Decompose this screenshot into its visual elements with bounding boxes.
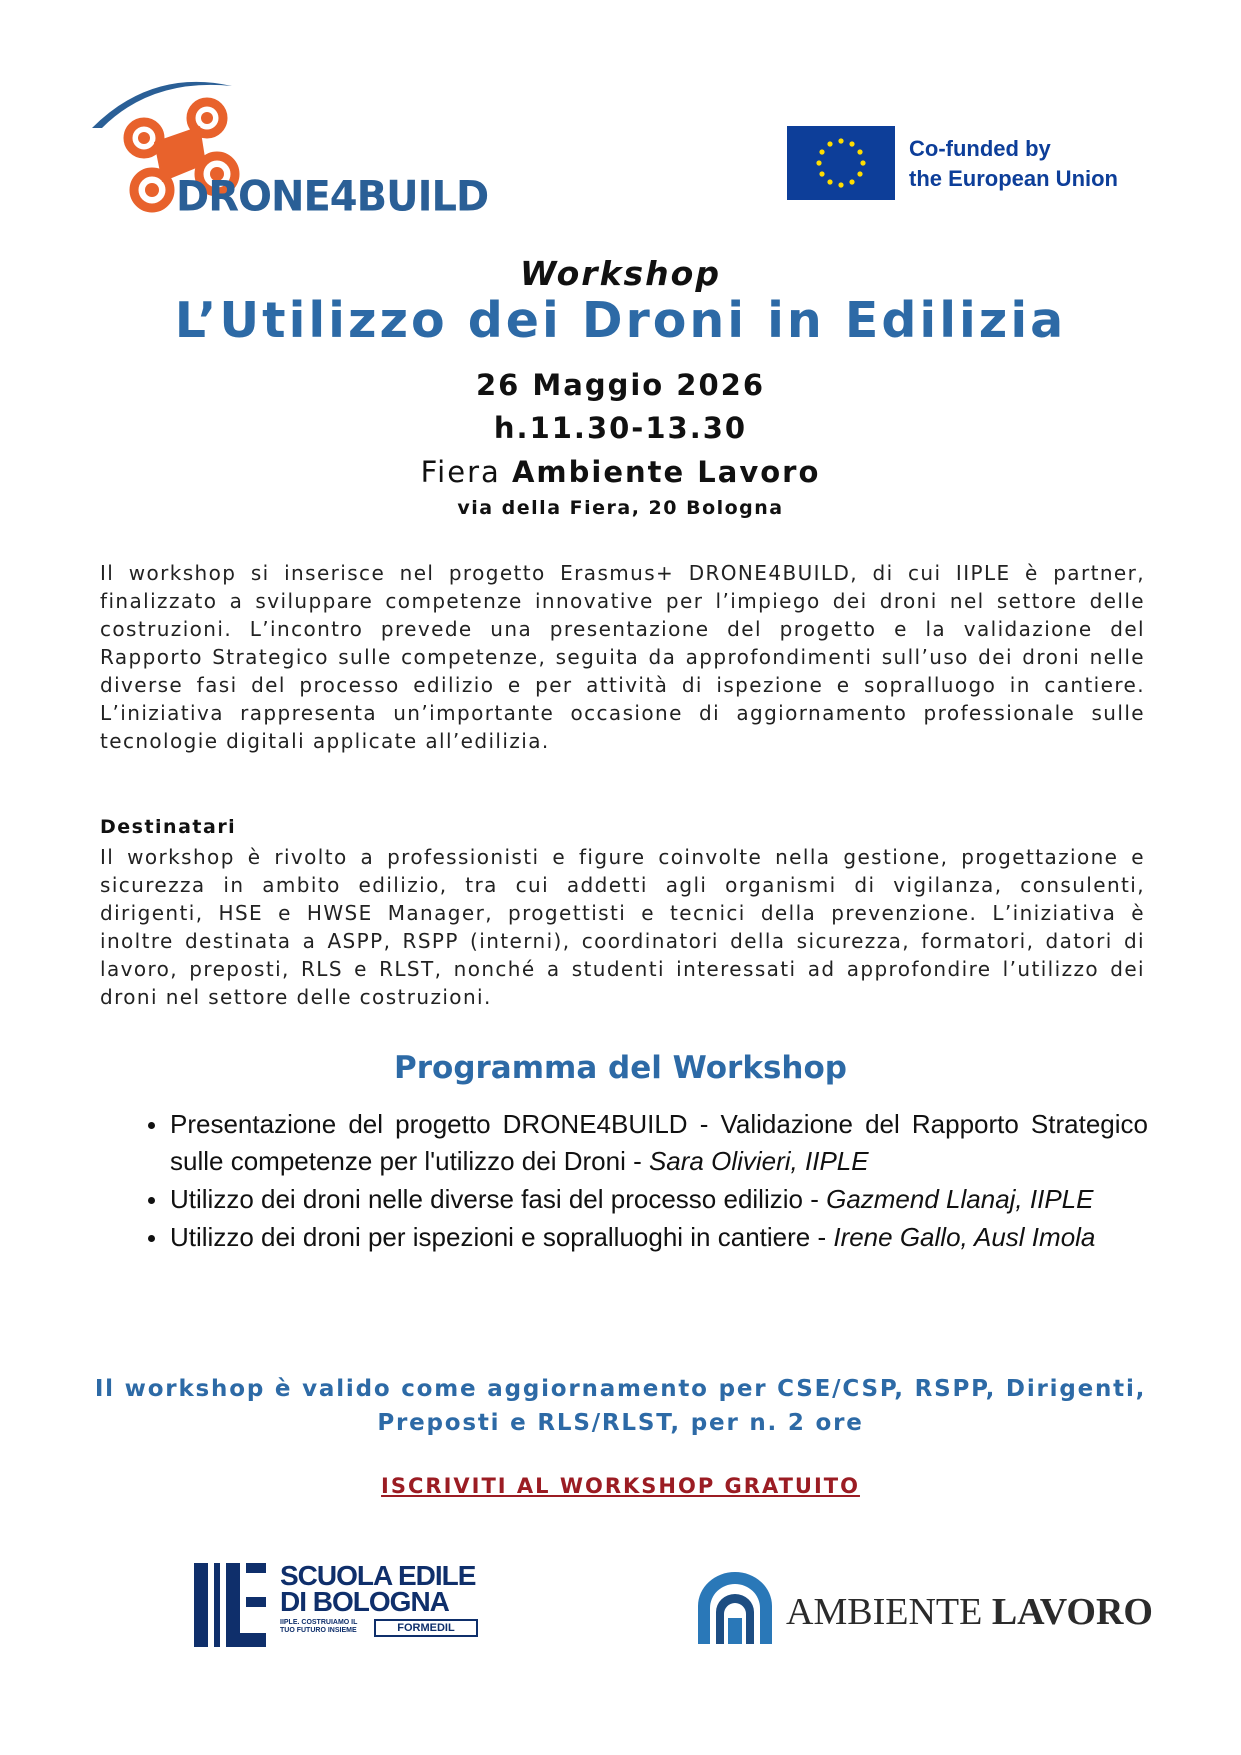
- event-title: L’Utilizzo dei Droni in Edilizia: [174, 292, 1067, 349]
- program-item: [148, 1219, 1148, 1256]
- lavoro-word: LAVORO: [991, 1591, 1153, 1633]
- eu-cofunded-text: [909, 134, 1118, 194]
- program-item: [148, 1181, 1148, 1218]
- ambiente-word: AMBIENTE: [786, 1591, 992, 1633]
- eu-line-1: Co-funded by: [909, 136, 1051, 161]
- scuola-edile-logo: [188, 1560, 478, 1647]
- program-speaker: Gazmend Llanaj, IIPLE: [826, 1184, 1094, 1214]
- scuola-edile-mark-icon: [188, 1563, 266, 1647]
- program-topic: Utilizzo dei droni nelle diverse fasi del processo edilizio -: [170, 1184, 827, 1214]
- venue-name: Ambiente Lavoro: [511, 455, 821, 489]
- venue-prefix: Fiera: [420, 455, 501, 489]
- program-list: [148, 1106, 1148, 1257]
- formedil-badge: FORMEDIL: [374, 1619, 478, 1637]
- program-item: [148, 1106, 1148, 1180]
- eu-flag-icon: [787, 126, 895, 200]
- audience-paragraph: Il workshop è rivolto a professionisti e figure coinvolte nella gestione, progettazione e sicurezza in ambito edilizio, tra cui addetti agli organismi di vigilanza, consulenti, dirigenti, HSE e HWSE Manager, progettisti e tecnici della prevenzione. L’iniziativa è inoltre destinata a ASPP, RSPP (interni), coordinatori della sicurezza, formatori, datori di lavoro, preposti, RLS e RLST, nonché a studenti interessati ad approfondire l’utilizzo dei droni nel settore delle costruzioni.: [100, 845, 1145, 1009]
- eu-cofunded-logo: [787, 126, 1167, 200]
- drone4build-wordmark: DRONE4BUILD: [176, 172, 489, 222]
- intro-paragraph: Il workshop si inserisce nel progetto Erasmus+ DRONE4BUILD, di cui IIPLE è partner, finalizzato a sviluppare competenze innovative per l’impiego dei droni nel settore delle costruzioni. L’incontro prevede una presentazione del progetto e la validazione del Rapporto Strategico sulle competenze, seguita da approfondimenti sull’uso dei droni nelle diverse fasi del processo edilizio e per attività di ispezione e sopralluogo in cantiere. L’iniziativa rappresenta un’importante occasione di aggiornamento professionale sulle tecnologie digitali applicate all’edilizia.: [100, 561, 1145, 753]
- program-topic: Presentazione del progetto DRONE4BUILD - Validazione del Rapporto Strategico sulle competenze per l'utilizzo dei Droni -: [170, 1109, 1148, 1176]
- event-venue: [0, 455, 1241, 489]
- event-date: 26 Maggio 2026: [475, 368, 766, 402]
- program-topic: Utilizzo dei droni per ispezioni e sopralluoghi in cantiere -: [170, 1222, 834, 1252]
- scuola-line-1: SCUOLA EDILE: [280, 1560, 476, 1591]
- eu-line-2: the European Union: [909, 166, 1118, 191]
- program-title: Programma del Workshop: [394, 1050, 847, 1086]
- ambiente-lavoro-mark-icon: [694, 1572, 776, 1644]
- validity-text: Il workshop è valido come aggiornamento per CSE/CSP, RSPP, Dirigenti, Preposti e RLS/RLST, per n. 2 ore: [94, 1376, 1147, 1436]
- event-hours: h.11.30-13.30: [493, 411, 748, 445]
- scuola-tagline: IIPLE. COSTRUIAMO IL TUO FUTURO INSIEME: [280, 1619, 358, 1634]
- validity-note: [0, 1372, 1241, 1440]
- event-address: via della Fiera, 20 Bologna: [457, 497, 784, 519]
- signup-link[interactable]: ISCRIVITI AL WORKSHOP GRATUITO: [381, 1474, 860, 1498]
- audience-heading: Destinatari: [100, 816, 237, 838]
- ambiente-lavoro-logo: [694, 1572, 1153, 1644]
- program-speaker: Sara Olivieri, IIPLE: [648, 1146, 869, 1176]
- eu-stars-icon: [787, 126, 895, 200]
- ambiente-lavoro-wordmark: [786, 1590, 1153, 1634]
- drone4build-logo: [92, 78, 489, 223]
- scuola-line-2: DI BOLOGNA: [280, 1586, 449, 1617]
- event-kicker: Workshop: [520, 254, 721, 293]
- program-speaker: Irene Gallo, Ausl Imola: [833, 1222, 1096, 1252]
